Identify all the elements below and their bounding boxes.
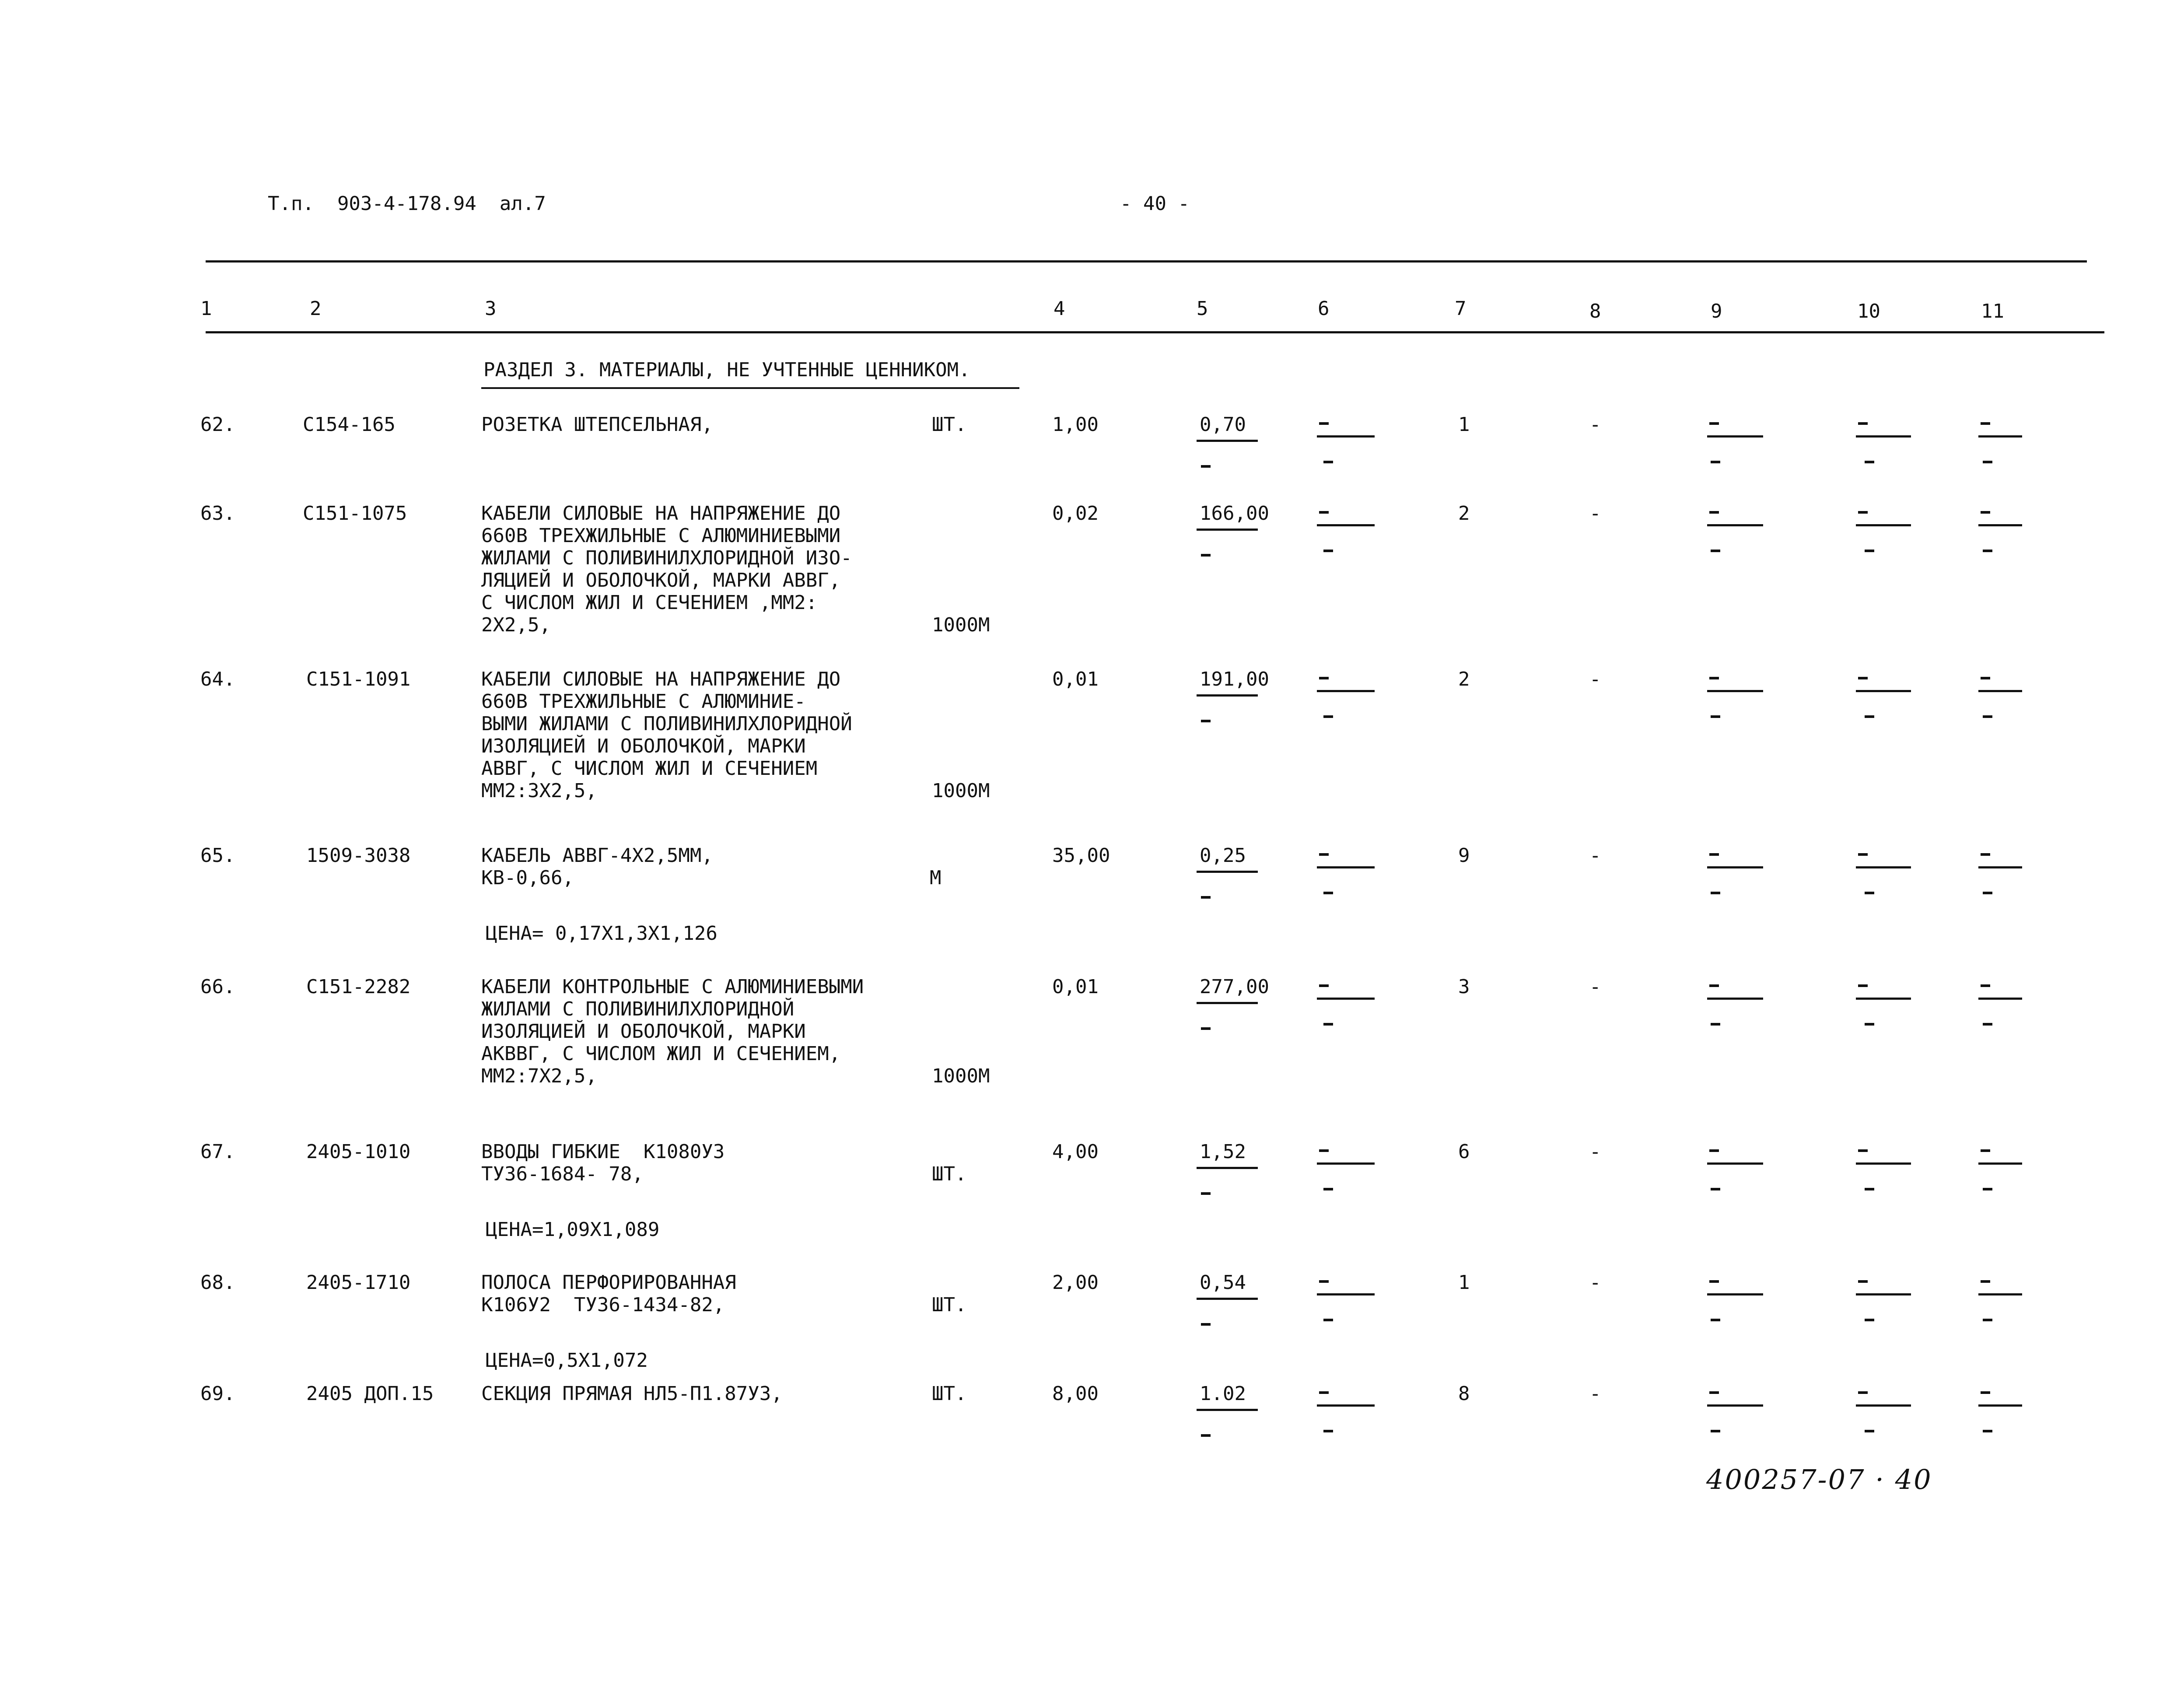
row-col7: 2 bbox=[1458, 668, 1470, 690]
row-price: 1,52 bbox=[1200, 1141, 1246, 1163]
cell-upper-dash bbox=[1858, 422, 1868, 425]
cell-lower-dash bbox=[1865, 1430, 1874, 1432]
cell-fraction-line bbox=[1707, 1162, 1763, 1165]
cell-fraction-line bbox=[1978, 690, 2022, 692]
row-price: 166,00 bbox=[1200, 502, 1269, 525]
cell-fraction-line bbox=[1978, 435, 2022, 438]
cell-lower-dash bbox=[1323, 550, 1333, 552]
handwritten-inventory-mark: 400257-07 · 40 bbox=[1706, 1463, 1932, 1495]
col-4: 4 bbox=[1054, 298, 1065, 320]
price-underline bbox=[1197, 871, 1258, 873]
col-3: 3 bbox=[485, 298, 497, 320]
cell-upper-dash bbox=[1981, 984, 1990, 987]
row-number: 66. bbox=[200, 976, 235, 998]
cell-lower-dash bbox=[1711, 1023, 1720, 1026]
row-code: 2405-1010 bbox=[306, 1141, 411, 1163]
cell-lower-dash bbox=[1711, 715, 1720, 718]
cell-upper-dash bbox=[1319, 1149, 1329, 1152]
col-5: 5 bbox=[1197, 298, 1208, 320]
row-col7: 9 bbox=[1458, 844, 1470, 867]
cell-lower-dash bbox=[1323, 461, 1333, 463]
cell-upper-dash bbox=[1319, 511, 1329, 514]
cell-fraction-line bbox=[1317, 1404, 1375, 1407]
row-price-note: ЦЕНА=0,5Х1,072 bbox=[486, 1349, 648, 1372]
row-price: 0,25 bbox=[1200, 844, 1246, 867]
cell-lower-dash bbox=[1323, 1188, 1333, 1190]
cell-fraction-line bbox=[1707, 690, 1763, 692]
doc-code: Т.п. 903-4-178.94 ал.7 bbox=[268, 193, 546, 215]
cell-fraction-line bbox=[1317, 1162, 1375, 1165]
price-lower-dash bbox=[1201, 1323, 1211, 1326]
cell-upper-dash bbox=[1319, 853, 1329, 856]
row-number: 63. bbox=[200, 502, 235, 525]
row-number: 64. bbox=[200, 668, 235, 690]
cell-upper-dash bbox=[1709, 1280, 1719, 1283]
cell-upper-dash bbox=[1319, 984, 1329, 987]
price-lower-dash bbox=[1201, 720, 1211, 722]
cell-fraction-line bbox=[1856, 1162, 1911, 1165]
price-underline bbox=[1197, 440, 1258, 442]
row-code: С154-165 bbox=[303, 413, 396, 436]
row-col8: - bbox=[1589, 844, 1601, 867]
cell-lower-dash bbox=[1865, 461, 1874, 463]
cell-upper-dash bbox=[1858, 677, 1868, 679]
price-lower-dash bbox=[1201, 1192, 1211, 1195]
cell-lower-dash bbox=[1865, 550, 1874, 552]
price-lower-dash bbox=[1201, 1027, 1211, 1030]
price-lower-dash bbox=[1201, 1434, 1211, 1437]
row-code: 2405 ДОП.15 bbox=[306, 1383, 434, 1405]
price-underline bbox=[1197, 529, 1258, 531]
cell-upper-dash bbox=[1319, 422, 1329, 425]
cell-upper-dash bbox=[1319, 1391, 1329, 1394]
cell-fraction-line bbox=[1978, 866, 2022, 868]
cell-fraction-line bbox=[1856, 1293, 1911, 1295]
cell-lower-dash bbox=[1983, 715, 1992, 718]
cell-upper-dash bbox=[1981, 1149, 1990, 1152]
cell-upper-dash bbox=[1709, 1149, 1719, 1152]
cell-upper-dash bbox=[1709, 511, 1719, 514]
cell-fraction-line bbox=[1707, 524, 1763, 526]
row-unit: ШТ. bbox=[932, 1294, 967, 1316]
row-description: КАБЕЛИ СИЛОВЫЕ НА НАПРЯЖЕНИЕ ДО 660В ТРЕХЖИЛЬНЫЕ С АЛЮМИНИЕВЫМИ ЖИЛАМИ С ПОЛИВИНИЛХЛОРИДНОЙ ИЗО- ЛЯЦИЕЙ И ОБОЛОЧКОЙ, МАРКИ АВВГ, С ЧИСЛОМ ЖИЛ И СЕЧЕНИЕМ ,ММ2: 2Х2,5, bbox=[481, 502, 852, 636]
cell-lower-dash bbox=[1711, 892, 1720, 894]
cell-upper-dash bbox=[1709, 677, 1719, 679]
cell-fraction-line bbox=[1707, 998, 1763, 1000]
cell-lower-dash bbox=[1711, 1430, 1720, 1432]
cell-fraction-line bbox=[1317, 998, 1375, 1000]
row-price: 1.02 bbox=[1200, 1383, 1246, 1405]
cell-upper-dash bbox=[1981, 422, 1990, 425]
cell-fraction-line bbox=[1978, 1162, 2022, 1165]
cell-upper-dash bbox=[1709, 1391, 1719, 1394]
price-underline bbox=[1197, 1298, 1258, 1300]
cell-fraction-line bbox=[1856, 690, 1911, 692]
row-code: 1509-3038 bbox=[306, 844, 411, 867]
cell-upper-dash bbox=[1858, 511, 1868, 514]
row-col8: - bbox=[1589, 1141, 1601, 1163]
cell-lower-dash bbox=[1983, 461, 1992, 463]
row-col7: 1 bbox=[1458, 413, 1470, 436]
row-col8: - bbox=[1589, 413, 1601, 436]
row-description: КАБЕЛИ КОНТРОЛЬНЫЕ С АЛЮМИНИЕВЫМИ ЖИЛАМИ С ПОЛИВИНИЛХЛОРИДНОЙ ИЗОЛЯЦИЕЙ И ОБОЛОЧКОЙ, МАРКИ АКВВГ, С ЧИСЛОМ ЖИЛ И СЕЧЕНИЕМ, ММ2:7Х2,5, bbox=[481, 976, 864, 1087]
cell-fraction-line bbox=[1856, 866, 1911, 868]
cell-lower-dash bbox=[1711, 550, 1720, 552]
cell-upper-dash bbox=[1981, 677, 1990, 679]
row-description: РОЗЕТКА ШТЕПСЕЛЬНАЯ, bbox=[481, 413, 713, 436]
price-lower-dash bbox=[1201, 465, 1211, 468]
row-number: 69. bbox=[200, 1383, 235, 1405]
cell-lower-dash bbox=[1983, 1430, 1992, 1432]
cell-fraction-line bbox=[1856, 435, 1911, 438]
row-unit: ШТ. bbox=[932, 1383, 967, 1405]
cell-lower-dash bbox=[1983, 550, 1992, 552]
cell-lower-dash bbox=[1865, 715, 1874, 718]
price-underline bbox=[1197, 1002, 1258, 1004]
row-col7: 3 bbox=[1458, 976, 1470, 998]
cell-upper-dash bbox=[1981, 511, 1990, 514]
row-price-note: ЦЕНА= 0,17Х1,3Х1,126 bbox=[486, 922, 718, 945]
row-price: 0,54 bbox=[1200, 1271, 1246, 1294]
row-col8: - bbox=[1589, 1271, 1601, 1294]
col-2: 2 bbox=[310, 298, 322, 320]
cell-fraction-line bbox=[1978, 524, 2022, 526]
row-col7: 2 bbox=[1458, 502, 1470, 525]
row-quantity: 0,01 bbox=[1052, 668, 1099, 690]
cell-fraction-line bbox=[1707, 435, 1763, 438]
cell-upper-dash bbox=[1858, 1391, 1868, 1394]
row-price-note: ЦЕНА=1,09Х1,089 bbox=[486, 1218, 660, 1241]
row-code: С151-1075 bbox=[303, 502, 407, 525]
cell-lower-dash bbox=[1711, 1319, 1720, 1321]
cell-fraction-line bbox=[1707, 1293, 1763, 1295]
row-unit: М bbox=[930, 867, 942, 889]
col-10: 10 bbox=[1857, 300, 1880, 322]
row-price: 191,00 bbox=[1200, 668, 1269, 690]
cell-fraction-line bbox=[1978, 1293, 2022, 1295]
cell-upper-dash bbox=[1858, 1280, 1868, 1283]
row-unit: ШТ. bbox=[932, 1163, 967, 1185]
row-number: 68. bbox=[200, 1271, 235, 1294]
cell-lower-dash bbox=[1865, 1319, 1874, 1321]
row-col8: - bbox=[1589, 976, 1601, 998]
row-quantity: 0,01 bbox=[1052, 976, 1099, 998]
cell-fraction-line bbox=[1856, 524, 1911, 526]
price-lower-dash bbox=[1201, 896, 1211, 899]
row-quantity: 2,00 bbox=[1052, 1271, 1099, 1294]
row-number: 67. bbox=[200, 1141, 235, 1163]
row-price: 277,00 bbox=[1200, 976, 1269, 998]
cell-lower-dash bbox=[1983, 892, 1992, 894]
cell-lower-dash bbox=[1323, 1023, 1333, 1026]
cell-upper-dash bbox=[1319, 677, 1329, 679]
cell-lower-dash bbox=[1983, 1319, 1992, 1321]
cell-fraction-line bbox=[1707, 866, 1763, 868]
cell-upper-dash bbox=[1858, 853, 1868, 856]
section-underline bbox=[481, 387, 1019, 389]
col-1: 1 bbox=[200, 298, 212, 320]
cell-upper-dash bbox=[1981, 853, 1990, 856]
cell-upper-dash bbox=[1709, 853, 1719, 856]
cell-fraction-line bbox=[1707, 1404, 1763, 1407]
row-col7: 1 bbox=[1458, 1271, 1470, 1294]
cell-fraction-line bbox=[1856, 1404, 1911, 1407]
row-col8: - bbox=[1589, 668, 1601, 690]
row-col7: 8 bbox=[1458, 1383, 1470, 1405]
cell-lower-dash bbox=[1323, 1430, 1333, 1432]
cell-fraction-line bbox=[1317, 690, 1375, 692]
row-unit: 1000М bbox=[932, 614, 990, 636]
row-description: ПОЛОСА ПЕРФОРИРОВАННАЯ К106У2 ТУ36-1434-82, bbox=[481, 1271, 736, 1316]
row-unit: 1000М bbox=[932, 1065, 990, 1087]
cell-upper-dash bbox=[1981, 1391, 1990, 1394]
col-8: 8 bbox=[1589, 300, 1601, 322]
row-quantity: 35,00 bbox=[1052, 844, 1110, 867]
cell-upper-dash bbox=[1858, 984, 1868, 987]
row-description: СЕКЦИЯ ПРЯМАЯ НЛ5-П1.87У3, bbox=[481, 1383, 783, 1405]
row-code: С151-2282 bbox=[306, 976, 411, 998]
row-quantity: 8,00 bbox=[1052, 1383, 1099, 1405]
row-col8: - bbox=[1589, 502, 1601, 525]
cell-lower-dash bbox=[1323, 1319, 1333, 1321]
cell-fraction-line bbox=[1978, 1404, 2022, 1407]
cell-upper-dash bbox=[1709, 984, 1719, 987]
cell-fraction-line bbox=[1978, 998, 2022, 1000]
cell-fraction-line bbox=[1317, 524, 1375, 526]
row-quantity: 4,00 bbox=[1052, 1141, 1099, 1163]
cell-upper-dash bbox=[1858, 1149, 1868, 1152]
row-number: 62. bbox=[200, 413, 235, 436]
col-6: 6 bbox=[1318, 298, 1330, 320]
col-11: 11 bbox=[1981, 300, 2004, 322]
row-unit: 1000М bbox=[932, 780, 990, 802]
cell-upper-dash bbox=[1709, 422, 1719, 425]
cell-lower-dash bbox=[1711, 461, 1720, 463]
row-description: КАБЕЛЬ АВВГ-4Х2,5ММ, КВ-0,66, bbox=[481, 844, 713, 889]
row-quantity: 0,02 bbox=[1052, 502, 1099, 525]
price-underline bbox=[1197, 694, 1258, 697]
col-7: 7 bbox=[1455, 298, 1466, 320]
cell-lower-dash bbox=[1865, 892, 1874, 894]
row-code: С151-1091 bbox=[306, 668, 411, 690]
price-lower-dash bbox=[1201, 554, 1211, 557]
row-col8: - bbox=[1589, 1383, 1601, 1405]
cell-lower-dash bbox=[1983, 1023, 1992, 1026]
row-unit: ШТ. bbox=[932, 413, 967, 436]
cell-lower-dash bbox=[1711, 1188, 1720, 1190]
row-price: 0,70 bbox=[1200, 413, 1246, 436]
cell-fraction-line bbox=[1317, 1293, 1375, 1295]
row-description: КАБЕЛИ СИЛОВЫЕ НА НАПРЯЖЕНИЕ ДО 660В ТРЕХЖИЛЬНЫЕ С АЛЮМИНИЕ- ВЫМИ ЖИЛАМИ С ПОЛИВИНИЛХЛОРИДНОЙ ИЗОЛЯЦИЕЙ И ОБОЛОЧКОЙ, МАРКИ АВВГ, С ЧИСЛОМ ЖИЛ И СЕЧЕНИЕМ ММ2:3Х2,5, bbox=[481, 668, 852, 802]
cell-lower-dash bbox=[1865, 1023, 1874, 1026]
cell-fraction-line bbox=[1856, 998, 1911, 1000]
cell-fraction-line bbox=[1317, 866, 1375, 868]
cell-fraction-line bbox=[1317, 435, 1375, 438]
price-underline bbox=[1197, 1167, 1258, 1169]
cell-lower-dash bbox=[1983, 1188, 1992, 1190]
top-rule bbox=[206, 260, 2087, 263]
row-code: 2405-1710 bbox=[306, 1271, 411, 1294]
cell-lower-dash bbox=[1865, 1188, 1874, 1190]
row-quantity: 1,00 bbox=[1052, 413, 1099, 436]
cell-upper-dash bbox=[1981, 1280, 1990, 1283]
cell-upper-dash bbox=[1319, 1280, 1329, 1283]
page-number: - 40 - bbox=[1120, 193, 1190, 215]
price-underline bbox=[1197, 1409, 1258, 1411]
header-rule bbox=[206, 331, 2104, 333]
row-description: ВВОДЫ ГИБКИЕ К1080У3 ТУ36-1684- 78, bbox=[481, 1141, 725, 1185]
cell-lower-dash bbox=[1323, 715, 1333, 718]
row-col7: 6 bbox=[1458, 1141, 1470, 1163]
cell-lower-dash bbox=[1323, 892, 1333, 894]
col-9: 9 bbox=[1711, 300, 1722, 322]
section-title: РАЗДЕЛ 3. МАТЕРИАЛЫ, НЕ УЧТЕННЫЕ ЦЕННИКОМ. bbox=[483, 359, 970, 381]
row-number: 65. bbox=[200, 844, 235, 867]
